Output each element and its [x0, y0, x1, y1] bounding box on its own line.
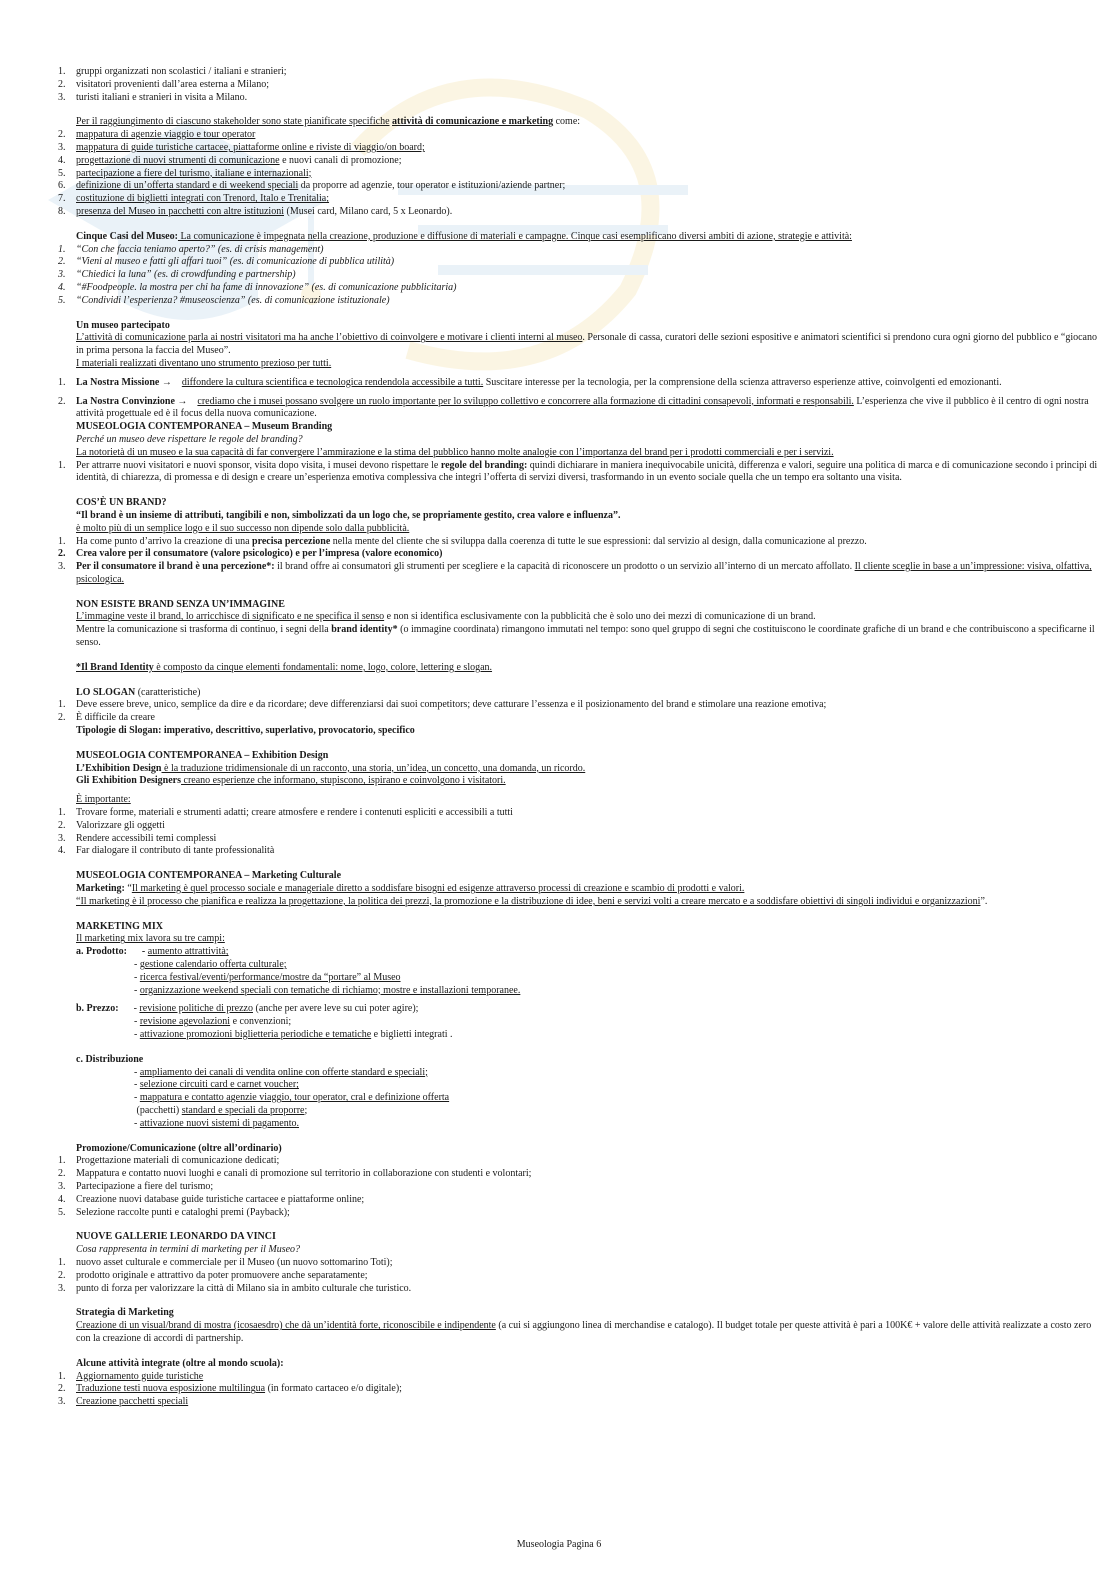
- paragraph: Tipologie di Slogan: imperativo, descrittivo, superlativo, provocatorio, specifico: [76, 725, 415, 737]
- cinque-casi-intro: Cinque Casi del Museo: La comunicazione è impegnata nella creazione, produzione e diffusione di materiali e campagne. Cinque casi esemplificano diversi ambiti di azione, strategie e attività:: [76, 230, 852, 242]
- list-item: 4. “#Foodpeople. la mostra per chi ha fame di innovazione” (es. di comunicazione pubblicitaria): [58, 281, 457, 293]
- brand-quote: “Il brand è un insieme di attributi, tangibili e non, simbolizzati da un logo che, se propriamente gestito, crea valore e influenza”.: [76, 509, 621, 521]
- list-item: 2. Mappatura e contatto nuovi luoghi e canali di promozione sul territorio in collaborazione con studenti e volontari;: [58, 1168, 532, 1180]
- attivita-list: [58, 1370, 1100, 1409]
- list-item: 1. Aggiornamento guide turistiche: [58, 1370, 204, 1382]
- paragraph: Gli Exhibition Designers creano esperienze che informano, stupiscono, ispirano e coinvolgono i visitatori.: [76, 775, 506, 787]
- section-heading: Un museo partecipato: [76, 319, 170, 331]
- list-item: 2. Crea valore per il consumatore (valore psicologico) e per l’impresa (valore economico): [58, 548, 443, 560]
- list-item: 3. “Chiedici la luna” (es. di crowdfunding e partnership): [58, 269, 296, 281]
- section-question: Perché un museo deve rispettare le regole del branding?: [76, 433, 303, 445]
- list-item: - selezione circuiti card e carnet voucher;: [134, 1079, 299, 1091]
- section-heading: Strategia di Marketing: [76, 1307, 174, 1319]
- paragraph: Mentre la comunicazione si trasforma di continuo, i segni della brand identity* (o immagine coordinata) rimangono immutati nel tempo: sono quel gruppo di segni che costituiscono le coordinate grafiche di un brand e che contribuiscono a specificarne il senso.: [76, 624, 1095, 649]
- section-heading: NUOVE GALLERIE LEONARDO DA VINCI: [76, 1231, 276, 1243]
- gallerie-list: [58, 1256, 1100, 1295]
- list-item: (pacchetti) standard e speciali da proporre;: [136, 1104, 308, 1116]
- list-item: 1. Trovare forme, materiali e strumenti adatti; creare atmosfere e rendere i contenuti espliciti e accessibili a tutti: [58, 807, 513, 819]
- list-item: 5. partecipazione a fiere del turismo, italiane e internazionali;: [58, 167, 312, 179]
- section-heading: Alcune attività integrate (oltre al mondo scuola):: [76, 1357, 284, 1369]
- list-item: 3. Creazione pacchetti speciali: [58, 1396, 189, 1408]
- cinque-casi-list: [58, 243, 1100, 308]
- paragraph: è molto più di un semplice logo e il suo successo non dipende solo dalla pubblicità.: [76, 522, 410, 534]
- list-item: 3. Per il consumatore il brand è una percezione*: il brand offre ai consumatori gli strumenti per scegliere e la capacità di riconoscere un prodotto o un servizio all’interno di un mercato affollato. Il cliente sceglie in base a un’impressione: visiva, olfattiva, psicologica.: [58, 561, 1092, 585]
- section-heading: MUSEOLOGIA CONTEMPORANEA – Exhibition Design: [76, 749, 329, 761]
- intro-list: [58, 66, 1100, 104]
- section-heading: LO SLOGAN (caratteristiche): [76, 686, 201, 698]
- list-item: - ampliamento dei canali di vendita online con offerte standard e speciali;: [134, 1066, 428, 1078]
- mix-distribuzione: c. Distribuzione: [76, 1053, 144, 1065]
- mix-prezzo: b. Prezzo: - revisione politiche di prezzo (anche per avere leve su cui poter agire);: [76, 1003, 419, 1015]
- list-item: 4. progettazione di nuovi strumenti di comunicazione e nuovi canali di promozione;: [58, 154, 402, 166]
- list-item: 4. Creazione nuovi database guide turistiche cartacee e piattaforme online;: [58, 1193, 365, 1205]
- list-item: 4. Far dialogare il contributo di tante professionalità: [58, 845, 275, 857]
- brand-list: [58, 535, 1100, 587]
- list-item: - attivazione nuovi sistemi di pagamento.: [134, 1117, 299, 1129]
- promozione-list: [58, 1155, 1100, 1219]
- mix-prodotto: a. Prodotto: - aumento attrattività;: [76, 946, 229, 958]
- list-item: - attivazione promozioni biglietteria periodiche e tematiche e biglietti integrati .: [134, 1029, 453, 1040]
- paragraph: “Il marketing è il processo che pianifica e realizza la progettazione, la politica dei prezzi, la promozione e la distribuzione di idee, beni e servizi volti a creare mercato e a soddisfare obiettivi di singoli individui e organizzazioni”.: [76, 895, 988, 907]
- paragraph: Marketing: “Il marketing è quel processo sociale e manageriale diretto a soddisfare bisogni ed esigenze attraverso processi di creazione e scambio di prodotti e valori.: [76, 883, 745, 895]
- section-heading: MUSEOLOGIA CONTEMPORANEA – Museum Branding: [76, 421, 333, 433]
- list-item: 2. “Vieni al museo e fatti gli affari tuoi” (es. di comunicazione di pubblica utilità): [58, 256, 395, 268]
- list-item: 7. costituzione di biglietti integrati con Trenord, Italo e Trenitalia;: [58, 193, 330, 205]
- paragraph: L’Exhibition Design è la traduzione tridimensionale di un racconto, una storia, un’idea, un concetto, una domanda, un ricordo.: [76, 762, 586, 774]
- section-heading: MARKETING MIX: [76, 920, 163, 932]
- list-item: - mappatura e contatto agenzie viaggio, tour operator, cral e definizione offerta: [134, 1092, 450, 1104]
- stakeholder-list: [58, 129, 1100, 219]
- list-item: - gestione calendario offerta culturale;: [134, 959, 287, 971]
- list-item: 2. Traduzione testi nuova esposizione multilingua (in formato cartaceo e/o digitale);: [58, 1383, 402, 1395]
- list-item: 2. mappatura di agenzie viaggio e tour operator: [58, 129, 256, 141]
- list-item: 5. Selezione raccolte punti e cataloghi premi (Payback);: [58, 1206, 290, 1218]
- list-item: 8. presenza del Museo in pacchetti con altre istituzioni (Musei card, Milano card, 5 x Leonardo).: [58, 205, 453, 217]
- list-item: 1. Per attrarre nuovi visitatori e nuovi sponsor, visita dopo visita, i musei devono rispettare le regole del branding: quindi dichiarare in maniera inequivocabile unicità, differenza e valori, seguire una politica di marca e di comunicazione secondo i principi di identità, di chiarezza, di promessa e di design e creare un’esperienza emotiva complessiva che integri l’offerta di servizi diversi, trasformando in un evento sociale quella che un tempo era soltanto una visita.: [58, 459, 1098, 484]
- paragraph: Creazione di un visual/brand di mostra (icosaesdro) che dà un’identità forte, riconoscibile e indipendente (a cui si aggiungono linea di merchandise e catalogo). Il budget totale per queste attività è pari a 100K€ + valore delle attività realizzate a costo zero con la creazione di accordi di partnership.: [76, 1320, 1092, 1344]
- section-question: Cosa rappresenta in termini di marketing per il Museo?: [76, 1244, 301, 1256]
- list-item: 1. Progettazione materiali di comunicazione dedicati;: [58, 1155, 280, 1167]
- list-item: 3. mappatura di guide turistiche cartacee, piattaforme online e riviste di viaggio/on board;: [58, 141, 425, 153]
- branding-list: [58, 459, 1100, 486]
- document-body: [58, 66, 1100, 1409]
- page-footer: Museologia Pagina 6: [516, 1539, 602, 1550]
- list-item: 3. turisti italiani e stranieri in visita a Milano.: [58, 91, 248, 103]
- list-item: - organizzazione weekend speciali con tematiche di richiamo; mostre e installazioni temporanee.: [134, 984, 521, 996]
- list-item: 1. “Con che faccia teniamo aperto?” (es. di crisis management): [58, 243, 324, 255]
- list-item: - revisione agevolazioni e convenzioni;: [134, 1016, 292, 1028]
- section-heading: Promozione/Comunicazione (oltre all’ordinario): [76, 1142, 282, 1154]
- paragraph: La notorietà di un museo e la sua capacità di far convergere l’ammirazione e la stima del pubblico hanno molte analogie con l’importanza del brand per i prodotti commerciali e per i servizi.: [76, 446, 834, 458]
- paragraph: Il marketing mix lavora su tre campi:: [76, 933, 225, 945]
- list-item: - ricerca festival/eventi/performance/mostre da “portare” al Museo: [134, 971, 401, 983]
- list-item: 2. La Nostra Convinzione → crediamo che i musei possano svolgere un ruolo importante per lo sviluppo collettivo e concorrere alla formazione di cittadini consapevoli, informati e responsabili. L’esperienza che vive il pubblico è il centro di ogni nostra attività progettuale ed è il focus della nuova comunicazione.: [58, 395, 1089, 420]
- list-item: 3. punto di forza per valorizzare la città di Milano sia in ambito culturale che turistico.: [58, 1282, 412, 1294]
- paragraph: È importante:: [76, 794, 131, 806]
- section-heading: COS’È UN BRAND?: [76, 497, 167, 509]
- stakeholder-intro: Per il raggiungimento di ciascuno stakeholder sono state pianificate specifiche attività di comunicazione e marketing come:: [76, 116, 581, 128]
- arrow-icon: →: [177, 395, 188, 407]
- list-item: 2. visitatori provenienti dall’area esterna a Milano;: [58, 78, 269, 90]
- list-item: 2. È difficile da creare: [58, 712, 155, 724]
- paragraph: L’attività di comunicazione parla ai nostri visitatori ma ha anche l’obiettivo di coinvolgere e motivare i clienti interni al museo. Personale di cassa, curatori delle sezioni espositive e animatori scientifici si prendono cura ogni giorno del pubblico e “giocano in prima persona la faccia del Museo”.: [76, 332, 1097, 357]
- paragraph: *Il Brand Identity è composto da cinque elementi fondamentali: nome, logo, colore, lettering e slogan.: [76, 661, 493, 673]
- section-heading: NON ESISTE BRAND SENZA UN’IMMAGINE: [76, 598, 285, 610]
- arrow-icon: →: [161, 376, 172, 388]
- list-item: 2. Valorizzare gli oggetti: [58, 819, 165, 831]
- list-item: 1. gruppi organizzati non scolastici / italiani e stranieri;: [58, 66, 287, 77]
- exhibition-list: [58, 807, 1100, 858]
- section-heading: MUSEOLOGIA CONTEMPORANEA – Marketing Culturale: [76, 870, 342, 882]
- list-item: 6. definizione di un’offerta standard e di weekend speciali da proporre ad agenzie, tour operator e istituzioni/aziende partner;: [58, 180, 566, 192]
- list-item: 2. prodotto originale e attrattivo da poter promuovere anche separatamente;: [58, 1269, 368, 1281]
- list-item: 1. Ha come punto d’arrivo la creazione di una precisa percezione nella mente del cliente che si sviluppa dalla coerenza di tutte le sue espressioni: dal servizio al design, dalla comunicazione al prezzo.: [58, 535, 867, 547]
- paragraph: L’immagine veste il brand, lo arricchisce di significato e ne specifica il senso e non si identifica esclusivamente con la pubblicità che è solo uno dei mezzi di comunicazione di un brand.: [76, 611, 816, 623]
- list-item: 1. La Nostra Missione → diffondere la cultura scientifica e tecnologica rendendola accessibile a tutti. Suscitare interesse per la tecnologia, per la comprensione della scienza attraverso esperienze attive, coinvolgenti ed emozionanti.: [58, 376, 1002, 388]
- list-item: 5. “Condividi l’esperienza? #museoscienza” (es. di comunicazione istituzionale): [58, 294, 390, 306]
- list-item: 3. Rendere accessibili temi complessi: [58, 832, 217, 844]
- list-item: 1. Deve essere breve, unico, semplice da dire e da ricordare; deve differenziarsi dai suoi competitors; deve catturare l’essenza e il posizionamento del brand e stimolare una reazione emotiva;: [58, 699, 827, 711]
- slogan-list: [58, 699, 1100, 725]
- list-item: 1. nuovo asset culturale e commerciale per il Museo (un nuovo sottomarino Toti);: [58, 1256, 393, 1268]
- list-item: 3. Partecipazione a fiere del turismo;: [58, 1180, 214, 1192]
- paragraph: I materiali realizzati diventano uno strumento prezioso per tutti.: [76, 357, 332, 369]
- missione-list: [58, 376, 1100, 421]
